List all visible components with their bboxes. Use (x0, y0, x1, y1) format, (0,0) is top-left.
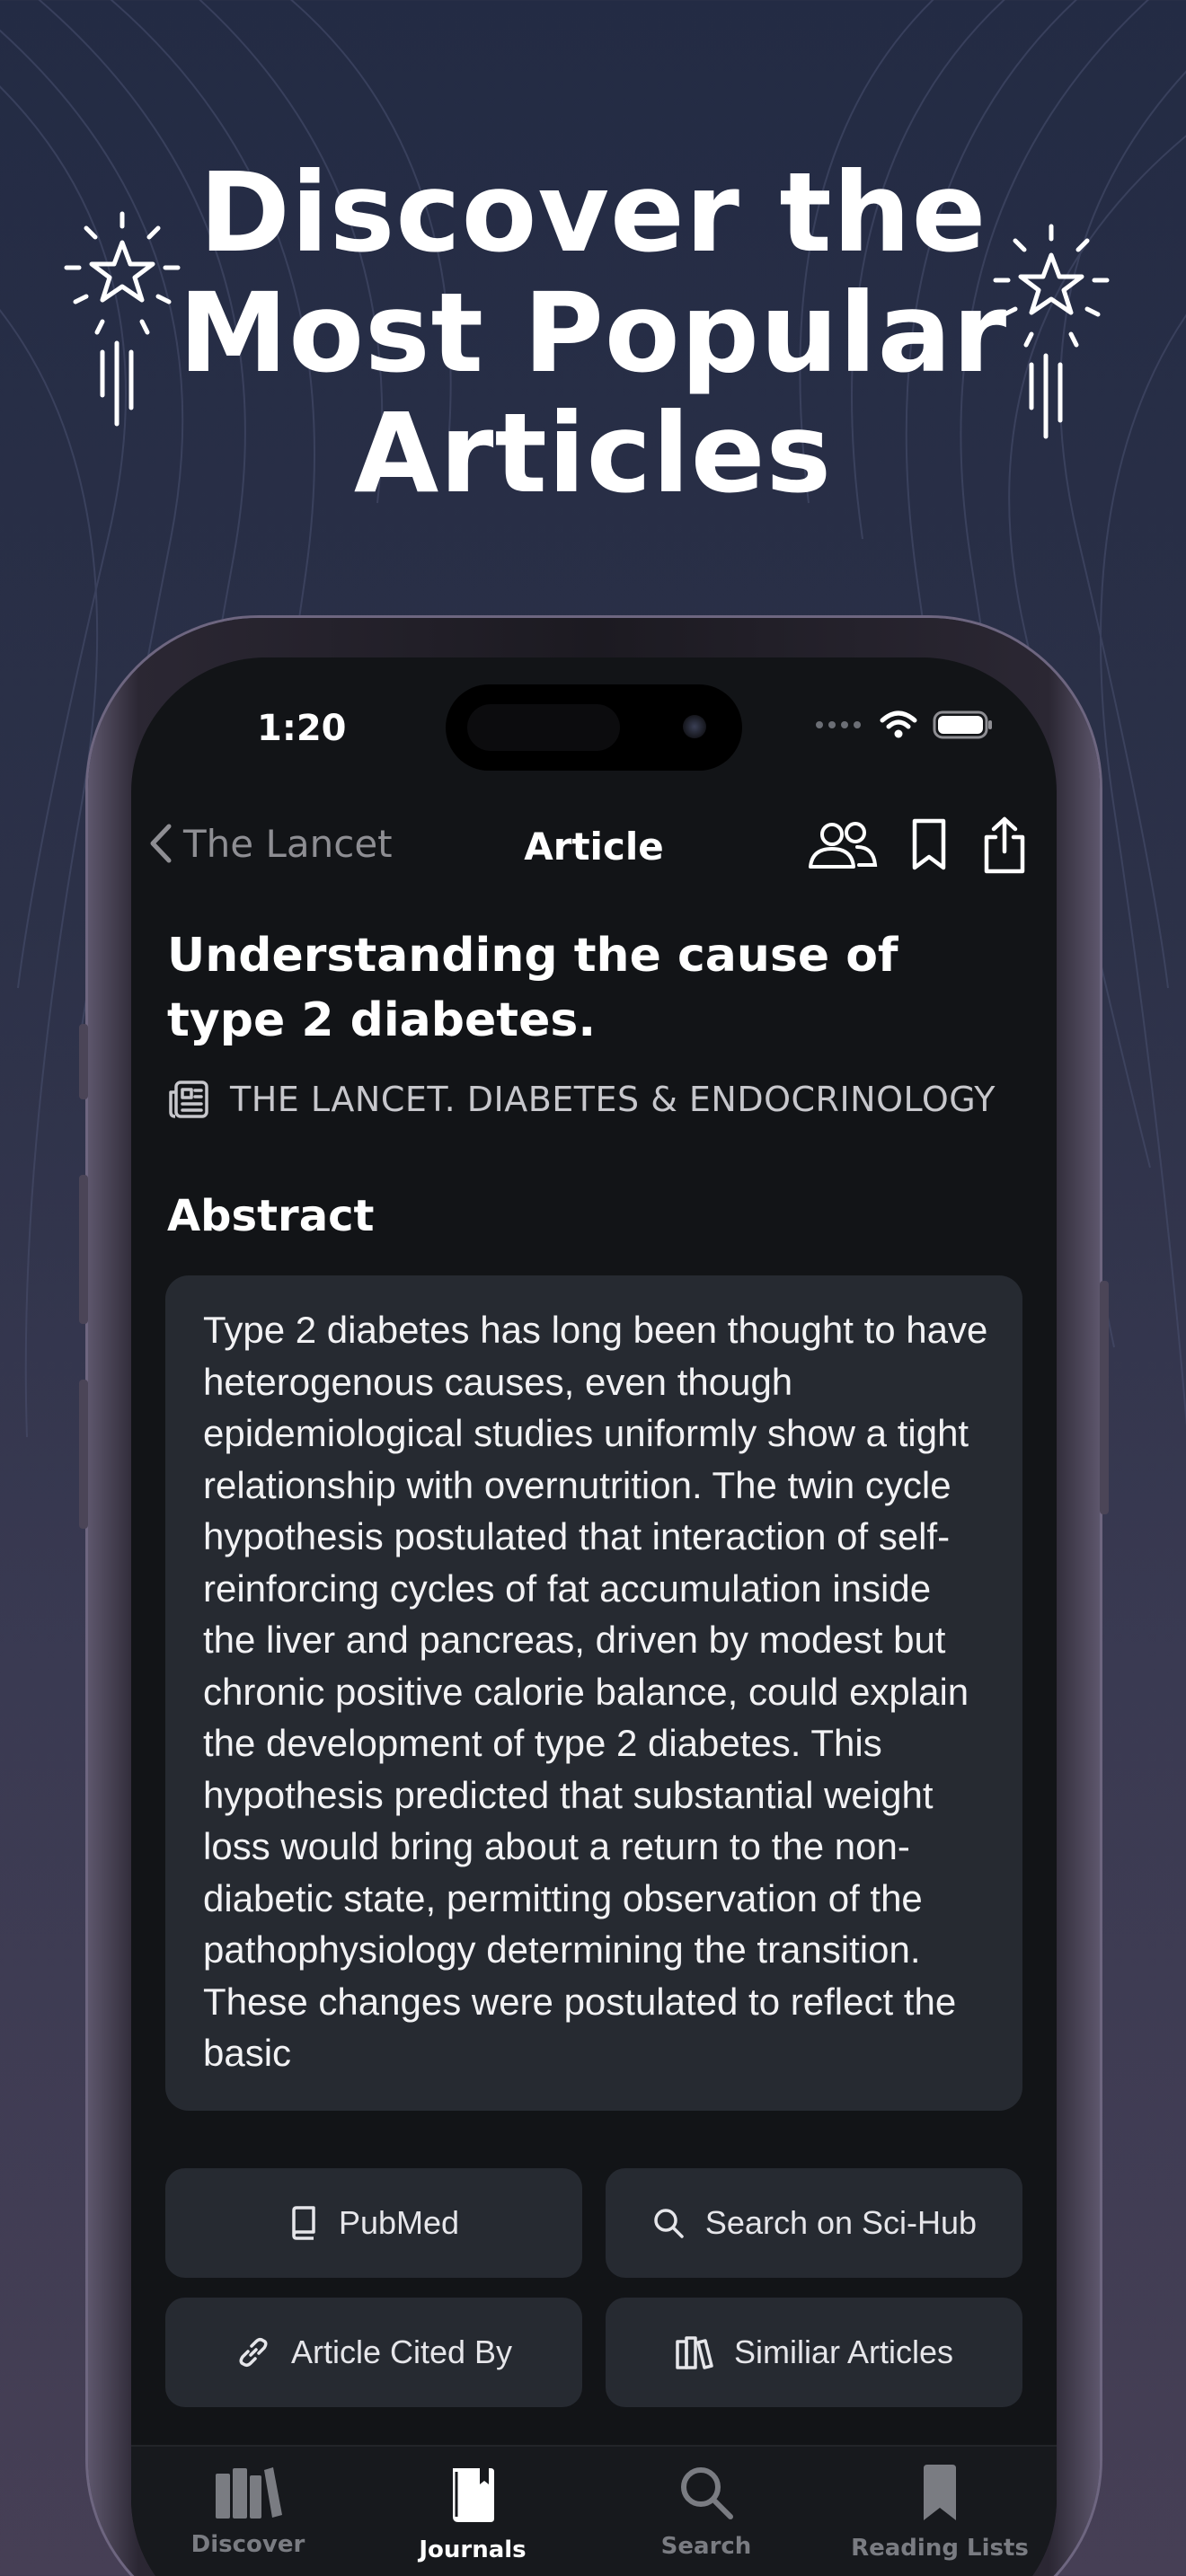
dynamic-island (446, 684, 742, 771)
scihub-label: Search on Sci-Hub (704, 2204, 978, 2241)
search-icon (651, 2206, 686, 2240)
chevron-left-icon (147, 821, 174, 866)
status-icons (814, 702, 994, 747)
camera-lens-icon (683, 715, 706, 738)
tab-discover-label: Discover (190, 2531, 305, 2558)
search-scihub-button[interactable] (606, 2168, 1022, 2278)
tab-discover[interactable] (149, 2463, 347, 2558)
app-screen (131, 657, 1057, 2576)
phone-frame (88, 618, 1100, 2576)
signal-dots-icon (814, 719, 864, 730)
cited-by-label: Article Cited By (290, 2333, 513, 2370)
books-icon (212, 2463, 284, 2520)
authors-icon[interactable] (805, 818, 879, 872)
status-time: 1:20 (257, 708, 347, 749)
bookmark-icon[interactable] (909, 817, 949, 873)
similar-label: Similiar Articles (733, 2333, 954, 2370)
article-cited-by-button[interactable] (165, 2298, 582, 2407)
headline-line-3: Articles (353, 390, 833, 517)
newspaper-icon (167, 1080, 210, 1119)
tab-journals-label: Journals (419, 2536, 527, 2563)
headline-line-1: Discover the (199, 149, 987, 277)
journal-icon (444, 2463, 501, 2526)
link-icon (235, 2334, 271, 2370)
pubmed-button[interactable] (165, 2168, 582, 2278)
tab-search-label: Search (660, 2533, 752, 2560)
magnifier-icon (677, 2463, 736, 2522)
action-button (79, 1024, 88, 1099)
promo-headline (144, 149, 1042, 517)
power-button (1100, 1281, 1109, 1514)
back-label: The Lancet (183, 821, 393, 866)
battery-icon (933, 710, 994, 740)
article-title: Understanding the cause of type 2 diabetes. (167, 929, 898, 1047)
similar-articles-button[interactable] (606, 2298, 1022, 2407)
books-icon (675, 2334, 714, 2370)
bookmark-fill-icon (916, 2463, 963, 2524)
book-icon (288, 2205, 319, 2241)
sparkle-star-icon-right (988, 221, 1114, 446)
nav-title: Article (524, 825, 664, 869)
tab-reading-lists-label: Reading Lists (851, 2535, 1029, 2562)
tab-search[interactable] (607, 2463, 805, 2560)
headline-line-2: Most Popular (178, 269, 1008, 397)
volume-up-button (79, 1175, 88, 1324)
abstract-card[interactable] (165, 1275, 1022, 2111)
share-icon[interactable] (979, 816, 1030, 875)
abstract-heading: Abstract (167, 1191, 375, 1241)
tab-reading-lists[interactable] (841, 2463, 1039, 2562)
volume-down-button (79, 1380, 88, 1529)
abstract-text: Type 2 diabetes has long been thought to have heterogenous causes, even though epidemiological studies uniformly show a tight relationship with overnutrition. The twin cycle hypothesis postulated that interaction of self-reinforcing cycles of fat accumulation inside the liver and pancreas, driven by modest but chronic positive calorie balance, could explain the development of type 2 diabetes. This hypothesis predicted that substantial weight loss would bring about a return to the non-diabetic state, permitting observation of the pathophysiology determining the transition. These changes were postulated to reflect the basic (203, 1309, 988, 2074)
tab-journals[interactable] (374, 2463, 571, 2563)
pubmed-label: PubMed (338, 2204, 460, 2241)
wifi-icon (879, 710, 918, 740)
journal-label: THE LANCET. DIABETES & ENDOCRINOLOGY (230, 1080, 996, 1119)
back-button[interactable] (147, 821, 393, 866)
journal-name[interactable] (167, 1080, 996, 1119)
navigation-bar (131, 810, 1057, 891)
tab-bar (131, 2445, 1057, 2576)
sparkle-star-icon-left (59, 208, 185, 433)
